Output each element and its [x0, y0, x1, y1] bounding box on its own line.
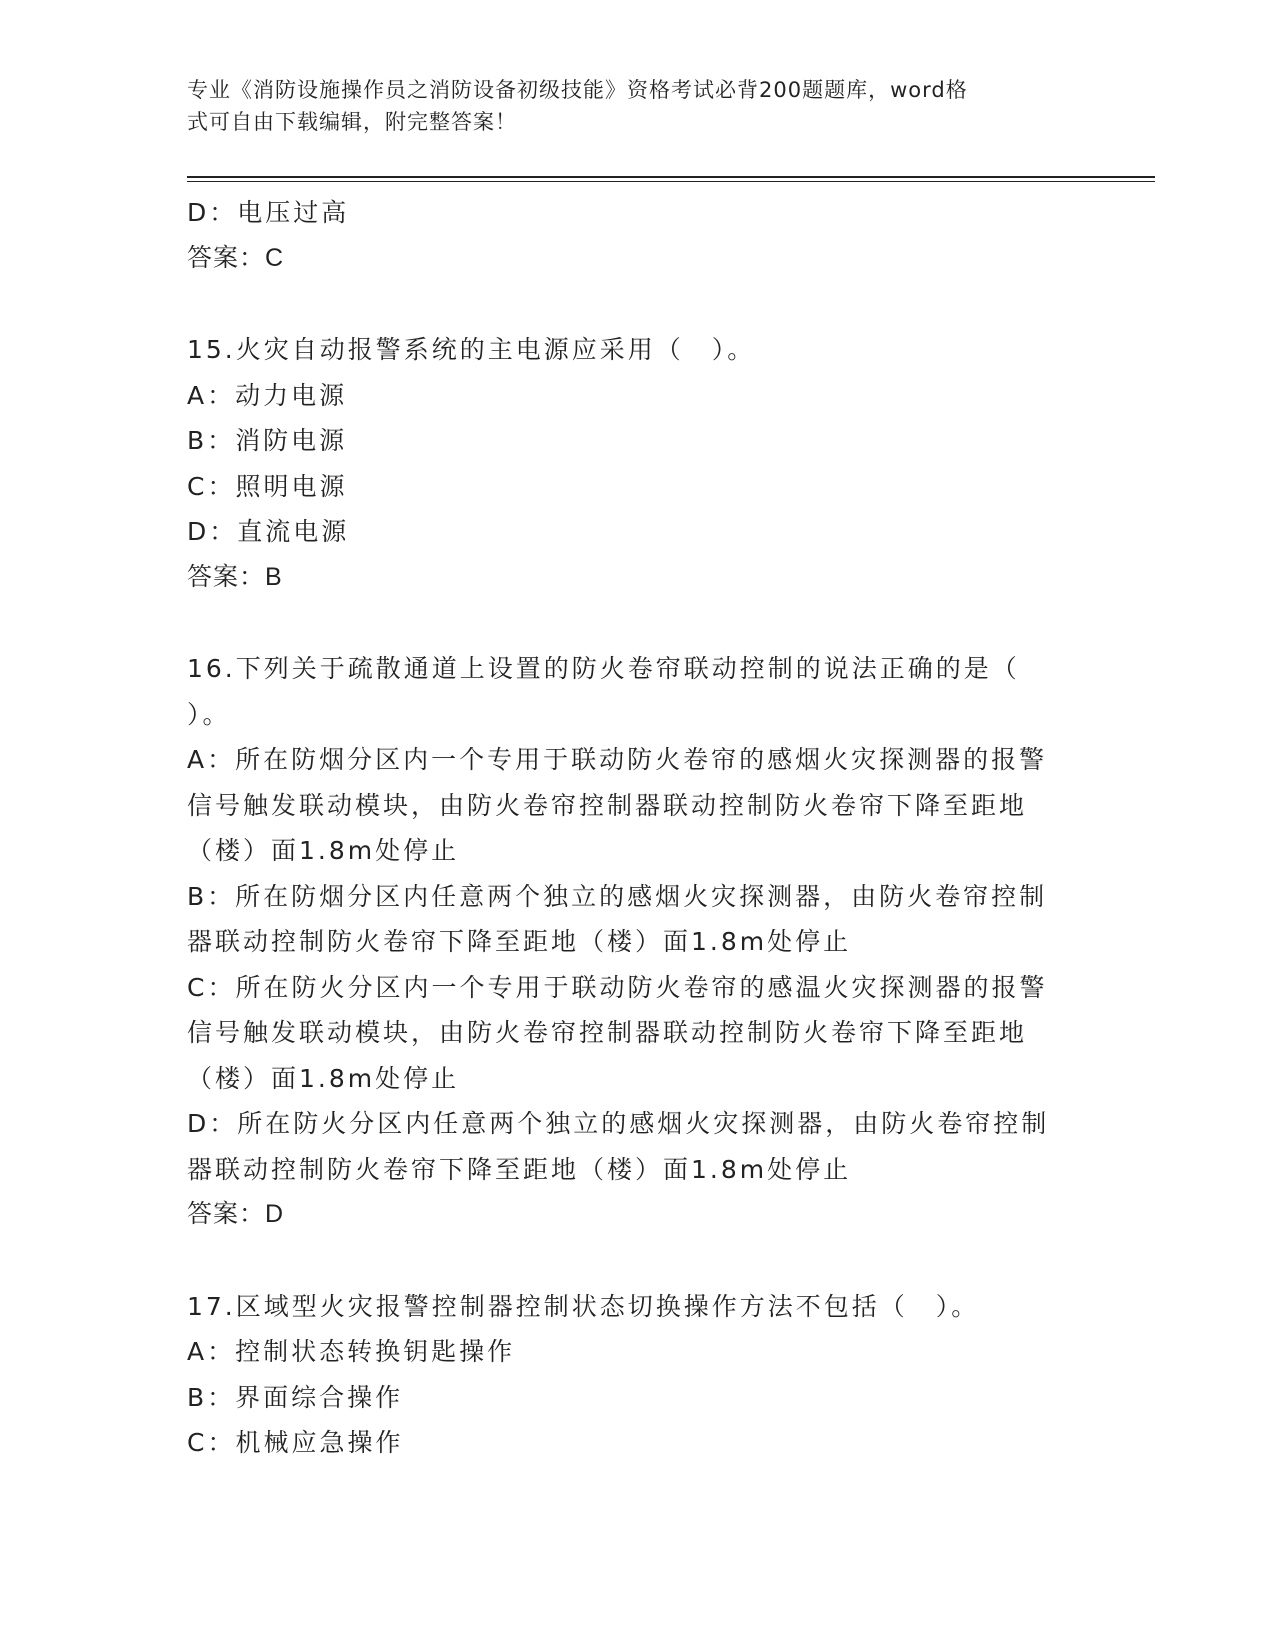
answer-line: 答案：D: [187, 1200, 285, 1228]
option-line: 器联动控制防火卷帘下降至距地（楼）面1.8m处停止: [187, 1154, 852, 1184]
option-line: B：消防电源: [187, 426, 348, 455]
question-gap: [187, 1238, 1087, 1284]
answer-line: 答案：C: [187, 243, 285, 272]
option-line: B：界面综合操作: [187, 1382, 404, 1412]
question-title-line: ）。: [187, 699, 231, 729]
questions-container: [187, 281, 1087, 1466]
document-header: [187, 74, 1067, 138]
option-line: （楼）面1.8m处停止: [187, 836, 460, 865]
question-block: [187, 1284, 1087, 1466]
question-block: [187, 646, 1087, 1238]
question-gap: [187, 281, 1087, 327]
option-line: A：所在防烟分区内一个专用于联动防火卷帘的感烟火灾探测器的报警: [187, 745, 1048, 774]
question-title-line: 15.火灾自动报警系统的主电源应采用（ ）。: [187, 335, 756, 364]
header-rule-thin: [187, 181, 1155, 182]
option-line: 信号触发联动模块，由防火卷帘控制器联动控制防火卷帘下降至距地: [187, 1018, 1028, 1047]
question-list: [187, 190, 1087, 1466]
option-line: C：机械应急操作: [187, 1428, 404, 1457]
option-line: D：所在防火分区内任意两个独立的感烟火灾探测器，由防火卷帘控制: [187, 1109, 1050, 1138]
header-line-1: 专业《消防设施操作员之消防设备初级技能》资格考试必背200题题库，word格: [187, 78, 968, 102]
option-line: A：控制状态转换钥匙操作: [187, 1337, 516, 1366]
option-line: C：所在防火分区内一个专用于联动防火卷帘的感温火灾探测器的报警: [187, 972, 1048, 1002]
option-line: D：电压过高: [187, 198, 350, 227]
option-line: 器联动控制防火卷帘下降至距地（楼）面1.8m处停止: [187, 927, 852, 956]
option-line: B：所在防烟分区内任意两个独立的感烟火灾探测器，由防火卷帘控制: [187, 881, 1048, 911]
question-block: [187, 327, 1087, 600]
question-title-line: 17.区域型火灾报警控制器控制状态切换操作方法不包括（ ）。: [187, 1291, 980, 1321]
option-line: D：直流电源: [187, 517, 350, 546]
option-line: （楼）面1.8m处停止: [187, 1063, 460, 1093]
header-rule: [187, 176, 1155, 178]
option-line: 信号触发联动模块，由防火卷帘控制器联动控制防火卷帘下降至距地: [187, 790, 1028, 820]
option-line: C：照明电源: [187, 471, 348, 501]
option-line: A：动力电源: [187, 380, 348, 410]
answer-line: 答案：B: [187, 562, 283, 591]
header-line-2: 式可自由下载编辑，附完整答案！: [187, 110, 517, 134]
question-gap: [187, 600, 1087, 646]
question-title-line: 16.下列关于疏散通道上设置的防火卷帘联动控制的说法正确的是（: [187, 654, 1020, 683]
